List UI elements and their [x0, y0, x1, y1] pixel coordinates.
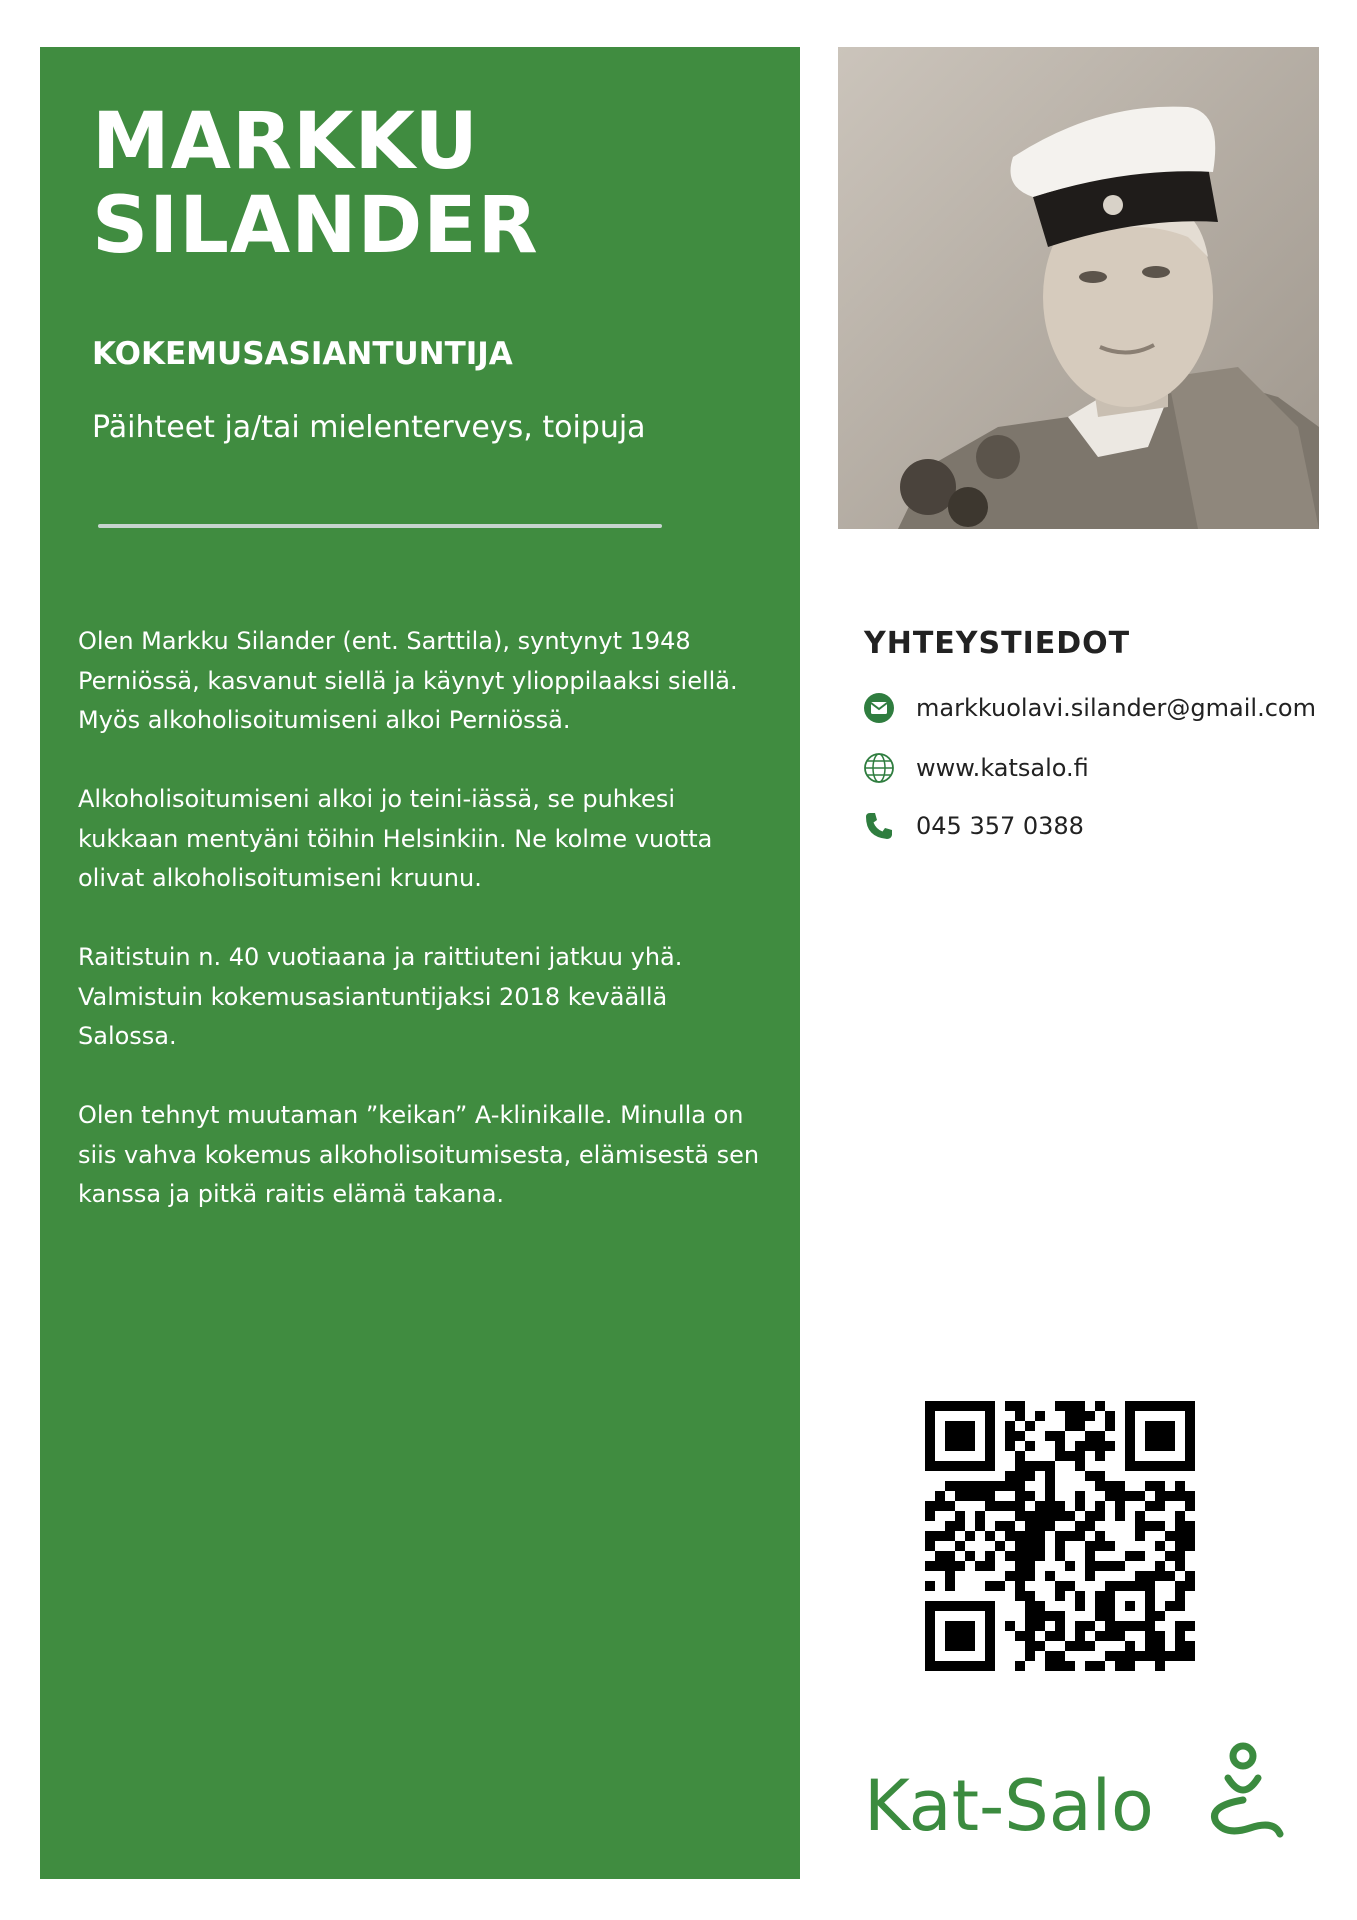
contact-email[interactable] [862, 690, 1316, 726]
globe-icon [862, 751, 896, 785]
bio-line: Salossa. [78, 1022, 177, 1050]
kat-salo-figure-icon [1198, 1740, 1288, 1846]
email-icon [862, 691, 896, 725]
qr-code[interactable] [925, 1401, 1195, 1671]
contact-heading: YHTEYSTIEDOT [864, 626, 1131, 661]
name-last: SILANDER [92, 181, 539, 271]
portrait-photo [838, 47, 1319, 529]
bio-paragraph [78, 1096, 778, 1215]
name-first: MARKKU [92, 97, 479, 187]
bio-paragraph [78, 780, 778, 899]
bio-line: kukkaan mentyäni töihin Helsinkiin. Ne kolme vuotta [78, 824, 713, 853]
phone-number[interactable]: 045 357 0388 [916, 812, 1084, 840]
bio-paragraph [78, 622, 778, 741]
logo-text: Kat-Salo [864, 1765, 1154, 1847]
contact-website[interactable] [862, 750, 1089, 786]
bio-line: olivat alkoholisoitumiseni kruunu. [78, 864, 482, 892]
bio-text [78, 622, 778, 1254]
bio-line: Olen Markku Silander (ent. Sarttila), syntynyt 1948 [78, 627, 691, 655]
bio-paragraph [78, 938, 778, 1057]
person-name [92, 97, 539, 271]
website-url[interactable]: www.katsalo.fi [916, 754, 1089, 782]
role-title: KOKEMUSASIANTUNTIJA [92, 336, 513, 372]
email-address[interactable]: markkuolavi.silander@gmail.com [916, 694, 1316, 722]
bio-line: Olen tehnyt muutaman ”keikan” A-klinikalle. Minulla on [78, 1101, 744, 1129]
bio-line: Valmistuin kokemusasiantuntijaksi 2018 keväällä [78, 982, 668, 1011]
divider-line [98, 524, 662, 528]
bio-line: Raitistuin n. 40 vuotiaana ja raittiuteni jatkuu yhä. [78, 943, 683, 971]
bio-line: Alkoholisoitumiseni alkoi jo teini-iässä, se puhkesi [78, 785, 675, 813]
bio-line: Myös alkoholisoitumiseni alkoi Perniössä. [78, 706, 571, 734]
bio-line: siis vahva kokemus alkoholisoitumisesta, elämisestä sen [78, 1140, 760, 1169]
bio-line: kanssa ja pitkä raitis elämä takana. [78, 1180, 505, 1208]
contact-phone[interactable] [862, 808, 1084, 844]
phone-icon [862, 809, 896, 843]
role-subtitle: Päihteet ja/tai mielenterveys, toipuja [92, 410, 646, 445]
bio-line: Perniössä, kasvanut siellä ja käynyt ylioppilaaksi siellä. [78, 666, 738, 695]
